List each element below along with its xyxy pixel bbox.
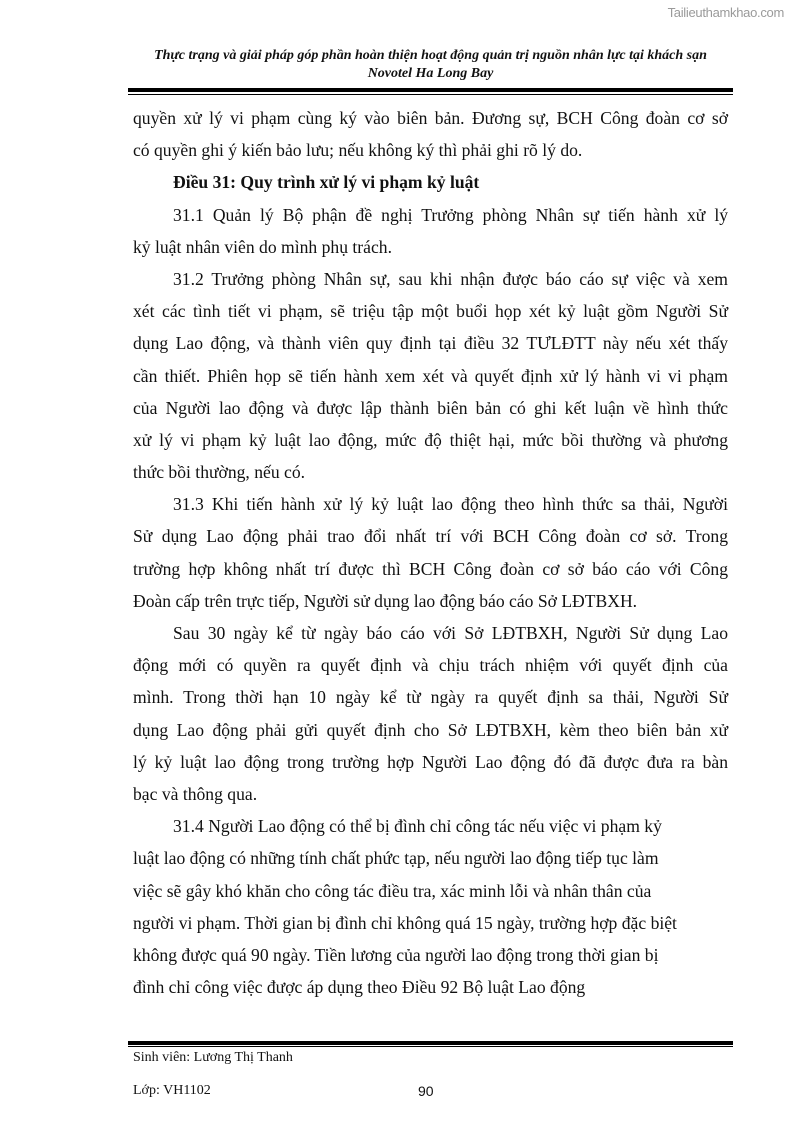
text-line: người vi phạm. Thời gian bị đình chỉ không quá 15 ngày, trường hợp đặc biệt	[133, 912, 677, 933]
text-line: có quyền ghi ý kiến bảo lưu; nếu không ký thì phải ghi rõ lý do.	[133, 140, 583, 161]
text-line: quyền xử lý vi phạm cùng ký vào biên bản. Đương sự, BCH Công đoàn cơ sở	[133, 108, 728, 128]
paragraph	[133, 199, 728, 263]
text-line: dụng Lao động, và thành viên quy định tại điều 32 TƯLĐTT này nếu xét thấy	[133, 333, 728, 354]
text-line: luật lao động có những tính chất phức tạp, nếu người lao động tiếp tục làm	[133, 848, 659, 869]
header-rule-thin	[128, 94, 733, 95]
text-line: Sử dụng Lao động phải trao đổi nhất trí với BCH Công đoàn cơ sở. Trong	[133, 526, 728, 547]
text-line: lý kỷ luật lao động trong trường hợp Người Lao động đó đã được đưa ra bàn	[133, 751, 728, 772]
running-header	[128, 47, 733, 83]
footer-class: Lớp: VH1102	[133, 1083, 211, 1098]
paragraph	[133, 488, 728, 617]
text-line: Điều 31: Quy trình xử lý vi phạm kỷ luật	[173, 172, 480, 193]
text-line: 31.3 Khi tiến hành xử lý kỷ luật lao động theo hình thức sa thải, Người	[173, 494, 728, 515]
text-line: cần thiết. Phiên họp sẽ tiến hành xem xét và quyết định xử lý hành vi vi phạm	[133, 365, 728, 386]
page-number: 90	[418, 1083, 434, 1099]
watermark: Tailieuthamkhao.com	[667, 5, 784, 20]
footer-rule-thin	[128, 1046, 733, 1047]
text-line: việc sẽ gây khó khăn cho công tác điều tra, xác minh lỗi và nhân thân của	[133, 880, 652, 901]
text-line: dụng Lao động phải gửi quyết định cho Sở LĐTBXH, kèm theo biên bản xử	[133, 719, 728, 740]
document-body	[133, 102, 728, 1003]
text-line: của Người lao động và được lập thành biên bản có ghi kết luận về hình thức	[133, 397, 728, 418]
text-line: Sau 30 ngày kể từ ngày báo cáo với Sở LĐTBXH, Người Sử dụng Lao	[173, 623, 728, 643]
paragraph	[133, 263, 728, 488]
text-line: trường hợp không nhất trí được thì BCH Công đoàn cơ sở báo cáo với Công	[133, 558, 728, 579]
text-line: xét các tình tiết vi phạm, sẽ triệu tập một buổi họp xét kỷ luật gồm Người Sử	[133, 301, 728, 322]
text-line: bạc và thông qua.	[133, 783, 258, 804]
section-heading	[133, 166, 728, 198]
footer-rule-thick	[128, 1041, 733, 1045]
text-line: không được quá 90 ngày. Tiền lương của người lao động trong thời gian bị	[133, 944, 659, 965]
header-rule-thick	[128, 88, 733, 92]
text-line: kỷ luật nhân viên do mình phụ trách.	[133, 236, 392, 257]
text-line: đình chỉ công việc được áp dụng theo Điều 92 Bộ luật Lao động	[133, 977, 586, 998]
header-line-2: Novotel Ha Long Bay	[367, 66, 494, 81]
text-line: thức bồi thường, nếu có.	[133, 462, 306, 483]
paragraph	[133, 102, 728, 166]
text-line: 31.4 Người Lao động có thể bị đình chỉ công tác nếu việc vi phạm kỷ	[173, 816, 662, 837]
text-line: Đoàn cấp trên trực tiếp, Người sử dụng lao động báo cáo Sở LĐTBXH.	[133, 590, 638, 611]
text-line: xử lý vi phạm kỷ luật lao động, mức độ thiệt hại, mức bồi thường và phương	[133, 429, 728, 450]
paragraph	[133, 617, 728, 810]
header-line-1: Thực trạng và giải pháp góp phần hoàn thiện hoạt động quản trị nguồn nhân lực tại khách sạn	[154, 48, 707, 63]
text-line: mình. Trong thời hạn 10 ngày kể từ ngày ra quyết định sa thải, Người Sử	[133, 687, 728, 708]
text-line: động mới có quyền ra quyết định và chịu trách nhiệm với quyết định của	[133, 655, 728, 676]
paragraph	[133, 810, 728, 1003]
text-line: 31.2 Trưởng phòng Nhân sự, sau khi nhận được báo cáo sự việc và xem	[173, 268, 728, 289]
footer-student: Sinh viên: Lương Thị Thanh	[133, 1050, 293, 1065]
text-line: 31.1 Quản lý Bộ phận đề nghị Trưởng phòng Nhân sự tiến hành xử lý	[173, 204, 728, 225]
